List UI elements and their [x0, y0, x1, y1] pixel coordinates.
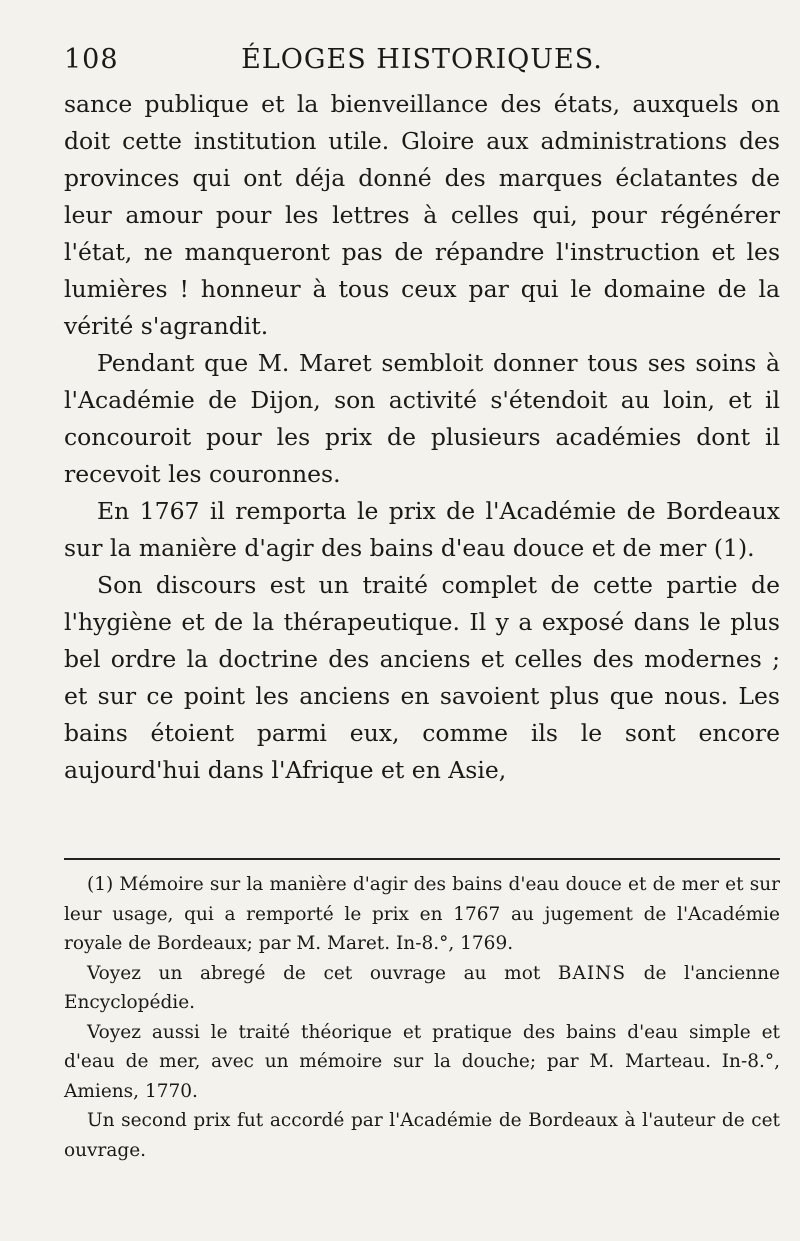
footnote-text: Voyez un abregé de cet ouvrage au mot [87, 962, 558, 984]
page-number: 108 [64, 44, 119, 75]
paragraph-continued: sance publique et la bienveillance des états, auxquels on doit cette institution utile. Gloire aux administrations des provinces qui ont déja donné des marques éclatantes de leur amour pour les lettres à celles qui, pour régénérer l'état, ne manqueront pas de répandre l'instruction et les lumières ! honneur à tous ceux par qui le domaine de la vérité s'agrandit. [64, 90, 780, 340]
footnotes [64, 870, 780, 1165]
main-text [64, 86, 780, 789]
footnote [64, 959, 780, 1018]
paragraph: Son discours est un traité complet de cette partie de l'hygiène et de la thérapeutique. Il y a exposé dans le plus bel ordre la doctrine des anciens et celles des modernes ; et sur ce point les anciens en savoient plus que nous. Les bains étoient parmi eux, comme ils le sont encore aujourd'hui dans l'Afrique et en Asie, [64, 571, 780, 784]
footnote-text: de l'ancienne Encyclopédie. [64, 962, 780, 1013]
footnote-divider [64, 858, 780, 860]
page-header [64, 44, 780, 84]
paragraph: En 1767 il remporta le prix de l'Académie de Bordeaux sur la manière d'agir des bains d'eau douce et de mer (1). [64, 497, 780, 562]
footnote: (1) Mémoire sur la manière d'agir des bains d'eau douce et de mer et sur leur usage, qui a remporté le prix en 1767 au jugement de l'Académie royale de Bordeaux; par M. Maret. In-8.°, 1769. [64, 874, 780, 954]
footnote: Voyez aussi le traité théorique et pratique des bains d'eau simple et d'eau de mer, avec un mémoire sur la douche; par M. Marteau. In-8.°, Amiens, 1770. [64, 1021, 780, 1102]
footnote: Un second prix fut accordé par l'Académie de Bordeaux à l'auteur de cet ouvrage. [64, 1110, 780, 1161]
paragraph: Pendant que M. Maret sembloit donner tous ses soins à l'Académie de Dijon, son activité s'étendoit au loin, et il concouroit pour les prix de plusieurs académies dont il recevoit les couronnes. [64, 349, 780, 488]
running-title: ÉLOGES HISTORIQUES. [241, 44, 603, 75]
footnote-keyword: BAINS [557, 962, 627, 984]
